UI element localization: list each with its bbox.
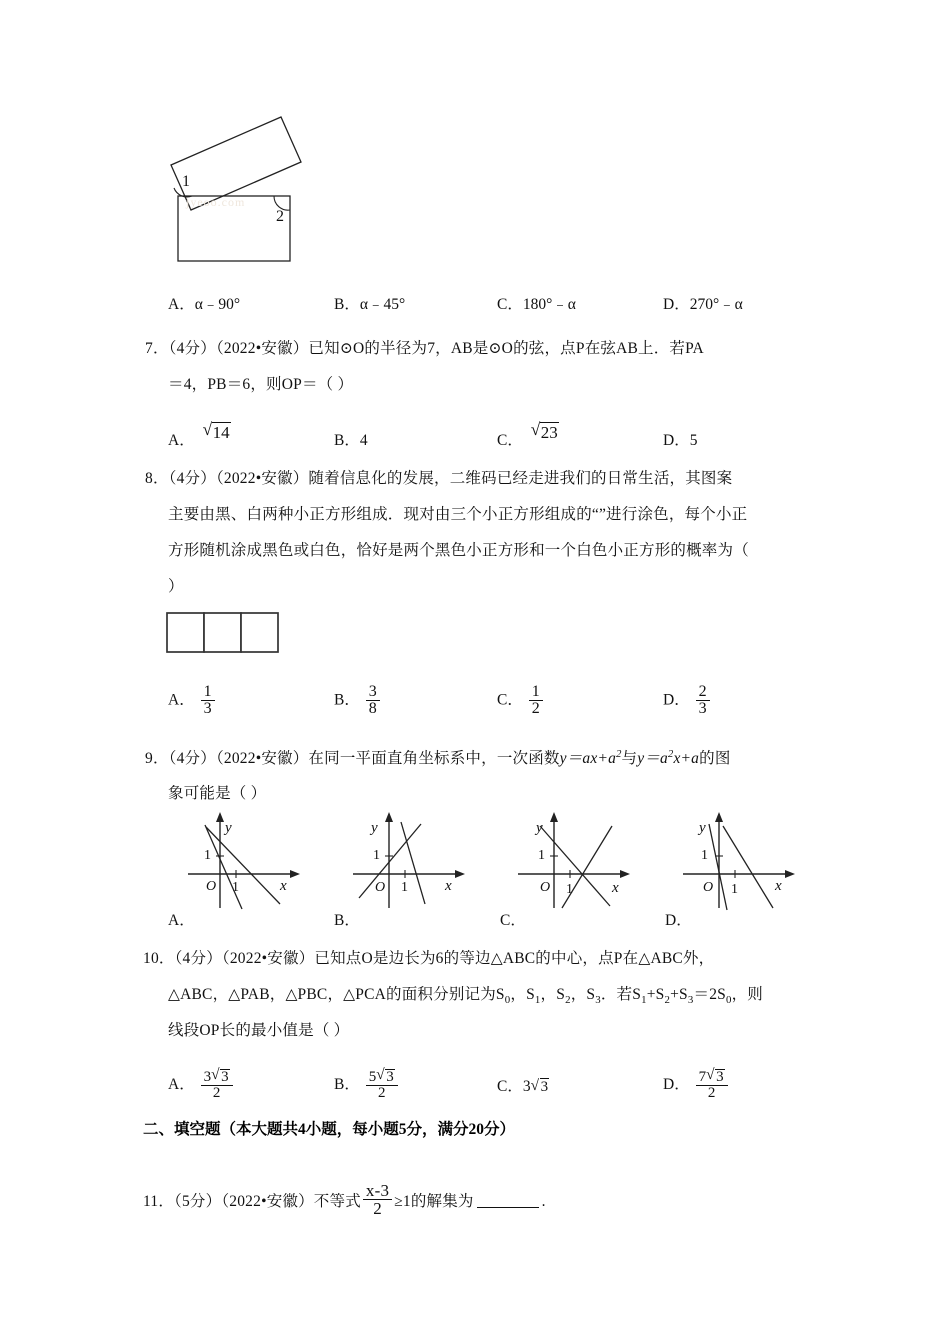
angle-label-2: 2 [276, 208, 284, 225]
x-axis-label: x [775, 878, 782, 894]
q6-option-d-text: 270°﹣α [689, 296, 743, 313]
q10-option-d[interactable] [663, 1068, 730, 1101]
q9-graph-c[interactable] [510, 812, 635, 912]
x-tick-label-1: 1 [566, 882, 573, 897]
q6-option-a-label: A． [168, 296, 195, 313]
y-axis-arrow [385, 812, 393, 822]
q8-option-b-denominator: 8 [368, 700, 377, 718]
q7-option-a-label: A． [168, 432, 195, 450]
q11-denominator: 2 [373, 1199, 382, 1219]
q8-option-c-numerator: 1 [529, 684, 543, 701]
q10-option-a-denominator: 2 [212, 1085, 221, 1102]
q10-option-a-label: A． [168, 1075, 195, 1093]
q9-eq-2-exponent: 2 [667, 749, 674, 760]
line-steep [205, 825, 242, 909]
q9-options-row [0, 908, 950, 948]
q9-line-1-mid: 与 [621, 750, 638, 768]
q8-option-c-label: C． [497, 691, 523, 709]
q10-l2-p6: +S [646, 986, 665, 1003]
q8-options-row [0, 676, 950, 716]
q11-line [143, 1182, 546, 1218]
q7-option-b[interactable] [334, 428, 368, 450]
q9-option-d[interactable] [665, 908, 692, 930]
q9-eq-2b: x+a [673, 750, 700, 768]
x-axis-arrow [455, 870, 465, 878]
y-axis-label: y [699, 820, 706, 836]
q10-sub-s2: 2 [565, 994, 571, 1007]
q8-line-2: 主要由黑、白两种小正方形组成．现对由三个小正方形组成的“”进行涂色，每个小正 [168, 506, 748, 523]
x-axis-label: x [280, 878, 287, 894]
q10-d-coef: 7 [698, 1068, 707, 1085]
q7-line-1: 7．（4分）（2022•安徽）已知⊙O的半径为7，AB是⊙O的弦，点P在弦AB上．若PA [145, 340, 704, 357]
y-tick-label-1: 1 [204, 848, 211, 863]
q6-option-c[interactable] [497, 292, 576, 314]
line-steep [709, 824, 727, 910]
q9-line-1-post: 的图 [699, 750, 731, 768]
q10-b-coef: 5 [368, 1068, 377, 1085]
q11-numerator: x-3 [363, 1182, 392, 1200]
q10-c-coef: 3 [522, 1078, 531, 1095]
x-tick-label-1: 1 [401, 880, 408, 895]
q10-option-b-label: B． [334, 1075, 360, 1093]
q7-option-c[interactable] [497, 423, 558, 450]
q8-option-b[interactable] [334, 684, 382, 718]
q9-option-b-label: B． [334, 912, 360, 929]
q8-line-3: 方形随机涂成黑色或白色，恰好是两个黑色小正方形和一个白色小正方形的概率为（ [168, 542, 749, 559]
line-shallow [206, 827, 280, 904]
q10-b-radicand: 3 [386, 1068, 394, 1085]
x-axis-arrow [290, 870, 300, 878]
q8-option-c[interactable] [497, 684, 545, 718]
q10-line-3: 线段OP长的最小值是（ ） [168, 1022, 350, 1039]
q11-answer-blank[interactable] [477, 1194, 539, 1208]
q6-option-d[interactable] [663, 292, 743, 314]
q7-option-d-text: 5 [689, 432, 698, 449]
q10-option-c[interactable] [497, 1074, 549, 1096]
q8-option-a-denominator: 3 [203, 700, 212, 718]
q9-graph-b[interactable] [345, 812, 470, 912]
q9-option-d-label: D． [665, 912, 692, 929]
q9-option-c-label: C． [500, 912, 526, 929]
q10-sub-s1b: 1 [641, 994, 647, 1007]
q8-option-a-label: A． [168, 691, 195, 709]
x-axis-arrow [620, 870, 630, 878]
x-tick-label-1: 1 [232, 880, 239, 895]
q7-option-b-text: 4 [359, 432, 368, 449]
q9-graph-a[interactable] [180, 812, 305, 912]
q11-pre: 11．（5分）（2022•安徽）不等式 [143, 1192, 361, 1210]
y-tick-label-1: 1 [701, 848, 708, 863]
line-down [540, 826, 610, 906]
q10-option-d-fraction [696, 1068, 728, 1101]
q10-option-a[interactable] [168, 1068, 235, 1101]
q8-option-d-label: D． [663, 691, 690, 709]
sqrt-icon [376, 1068, 395, 1085]
q8-line-4: ） [168, 578, 184, 595]
q10-option-c-label: C． [497, 1078, 523, 1095]
q10-sub-s3b: 3 [687, 994, 694, 1007]
q8-option-a[interactable] [168, 684, 217, 718]
q10-sub-s0: 0 [504, 994, 511, 1007]
section-2-heading: 二、填空题（本大题共4小题，每小题5分，满分20分） [143, 1121, 516, 1138]
q10-option-d-label: D． [663, 1075, 690, 1093]
q8-option-b-label: B． [334, 691, 360, 709]
origin-label: O [375, 880, 386, 895]
q8-option-d-fraction [696, 684, 710, 718]
x-axis-arrow [785, 870, 795, 878]
y-axis-label: y [371, 820, 378, 836]
y-axis-arrow [715, 812, 723, 822]
square-3 [241, 613, 278, 652]
q9-eq-1-exponent: 2 [616, 749, 622, 760]
sqrt-23-icon [531, 421, 559, 443]
q9-line-1-pre: 9．（4分）（2022•安徽）在同一平面直角坐标系中，一次函数 [145, 750, 560, 768]
q10-sub-s2b: 2 [664, 994, 671, 1007]
q6-option-a[interactable] [168, 292, 240, 314]
q10-line-1: 10．（4分）（2022•安徽）已知点O是边长为6的等边△ABC的中心，点P在△ABC外， [143, 950, 715, 967]
q8-option-b-fraction [366, 684, 380, 718]
angle-label-1: 1 [182, 173, 190, 190]
q8-option-d-numerator: 2 [696, 684, 710, 701]
q8-option-c-denominator: 2 [531, 700, 540, 718]
q11-tail: . [541, 1192, 546, 1210]
q8-option-a-fraction [201, 684, 215, 718]
q6-options-row [0, 292, 950, 332]
q8-option-c-fraction [529, 684, 543, 718]
q10-option-a-numerator [201, 1068, 233, 1086]
q6-option-b-label: B． [334, 296, 360, 313]
line-up [359, 824, 421, 898]
q8-option-d[interactable] [663, 684, 712, 718]
q10-l2-p8: ＝2S [693, 986, 726, 1003]
q9-line-2: 象可能是（ ） [168, 785, 267, 802]
q7-option-c-label: C． [497, 432, 523, 450]
q9-line-1 [145, 750, 731, 767]
q7-options-row [0, 418, 950, 458]
q10-option-b[interactable] [334, 1068, 400, 1101]
q9-eq-1: y＝ax+a [559, 750, 617, 768]
sqrt-icon [706, 1068, 725, 1085]
q7-option-a[interactable] [168, 423, 230, 450]
q6-option-a-text: α﹣90° [194, 296, 241, 313]
q10-l2-p1: △ABC，△PAB，△PBC，△PCA的面积分别记为S [168, 986, 505, 1003]
y-tick-label-1: 1 [538, 848, 545, 863]
q11-fraction [363, 1182, 392, 1218]
q7-option-a-radicand: 14 [212, 423, 230, 443]
q10-option-d-denominator: 2 [707, 1085, 716, 1102]
q9-option-c[interactable] [500, 908, 526, 930]
sqrt-icon [211, 1068, 230, 1085]
q10-l2-p4: ，S [570, 986, 596, 1003]
y-tick-label-1: 1 [373, 848, 380, 863]
q9-option-a[interactable] [168, 908, 195, 930]
q10-option-b-denominator: 2 [377, 1085, 386, 1102]
q8-line-1: 8．（4分）（2022•安徽）随着信息化的发展，二维码已经走进我们的日常生活，其图案 [145, 470, 733, 487]
origin-label: O [206, 879, 217, 894]
q6-option-b[interactable] [334, 292, 405, 314]
q10-options-row [0, 1060, 950, 1100]
figure-q6-rectangles [160, 100, 320, 275]
x-tick-label-1: 1 [731, 882, 738, 897]
q10-d-radicand: 3 [716, 1068, 724, 1085]
y-axis-arrow [550, 812, 558, 822]
q10-sub-s0b: 0 [725, 994, 732, 1007]
q10-a-radicand: 3 [221, 1068, 229, 1085]
q6-option-d-label: D． [663, 296, 690, 313]
q10-l2-p9: ，则 [731, 986, 764, 1003]
q9-graph-d[interactable] [675, 812, 800, 912]
q10-l2-p5: ．若S [600, 986, 642, 1003]
scan-ghost-text: jyeoo.com [186, 195, 246, 209]
q10-option-d-numerator [696, 1068, 728, 1086]
q10-l2-p7: +S [670, 986, 688, 1003]
y-axis-label: y [225, 820, 232, 836]
q6-option-b-text: α﹣45° [359, 296, 406, 313]
q6-option-c-text: 180°﹣α [522, 296, 576, 313]
q10-c-radicand: 3 [540, 1079, 549, 1095]
q7-line-2: ＝4，PB＝6，则OP＝（ ） [168, 376, 354, 393]
q8-option-a-numerator: 1 [201, 684, 215, 701]
q9-option-b[interactable] [334, 908, 360, 930]
q8-option-b-numerator: 3 [366, 684, 380, 701]
square-1 [167, 613, 204, 652]
q11-post: ≥1的解集为 [394, 1192, 474, 1210]
y-axis-arrow [216, 812, 224, 822]
x-axis-label: x [612, 880, 619, 896]
q7-option-d[interactable] [663, 428, 697, 450]
q10-option-b-numerator [366, 1068, 398, 1086]
y-axis-label: y [536, 820, 543, 836]
q10-l2-p2: ，S [510, 986, 535, 1003]
square-2 [204, 613, 241, 652]
q7-option-b-label: B． [334, 432, 360, 449]
q9-eq-2a: y＝a [637, 750, 668, 768]
q10-option-b-fraction [366, 1068, 398, 1101]
q10-a-coef: 3 [203, 1068, 212, 1085]
sqrt-icon [531, 1077, 550, 1096]
q10-line-2 [168, 987, 763, 1006]
q8-option-d-denominator: 3 [698, 700, 707, 718]
q10-sub-s3: 3 [595, 994, 601, 1007]
figure-q8-three-squares [166, 612, 286, 658]
q9-option-a-label: A． [168, 912, 195, 929]
q10-l2-p3: ，S [540, 986, 566, 1003]
q7-option-c-radicand: 23 [540, 423, 558, 443]
x-axis-label: x [445, 878, 452, 894]
q7-option-d-label: D． [663, 432, 690, 449]
origin-label: O [540, 880, 551, 895]
q10-option-a-fraction [201, 1068, 233, 1101]
q6-option-c-label: C． [497, 296, 523, 313]
sqrt-14-icon [203, 421, 231, 443]
origin-label: O [703, 880, 714, 895]
q10-sub-s1: 1 [534, 994, 541, 1007]
